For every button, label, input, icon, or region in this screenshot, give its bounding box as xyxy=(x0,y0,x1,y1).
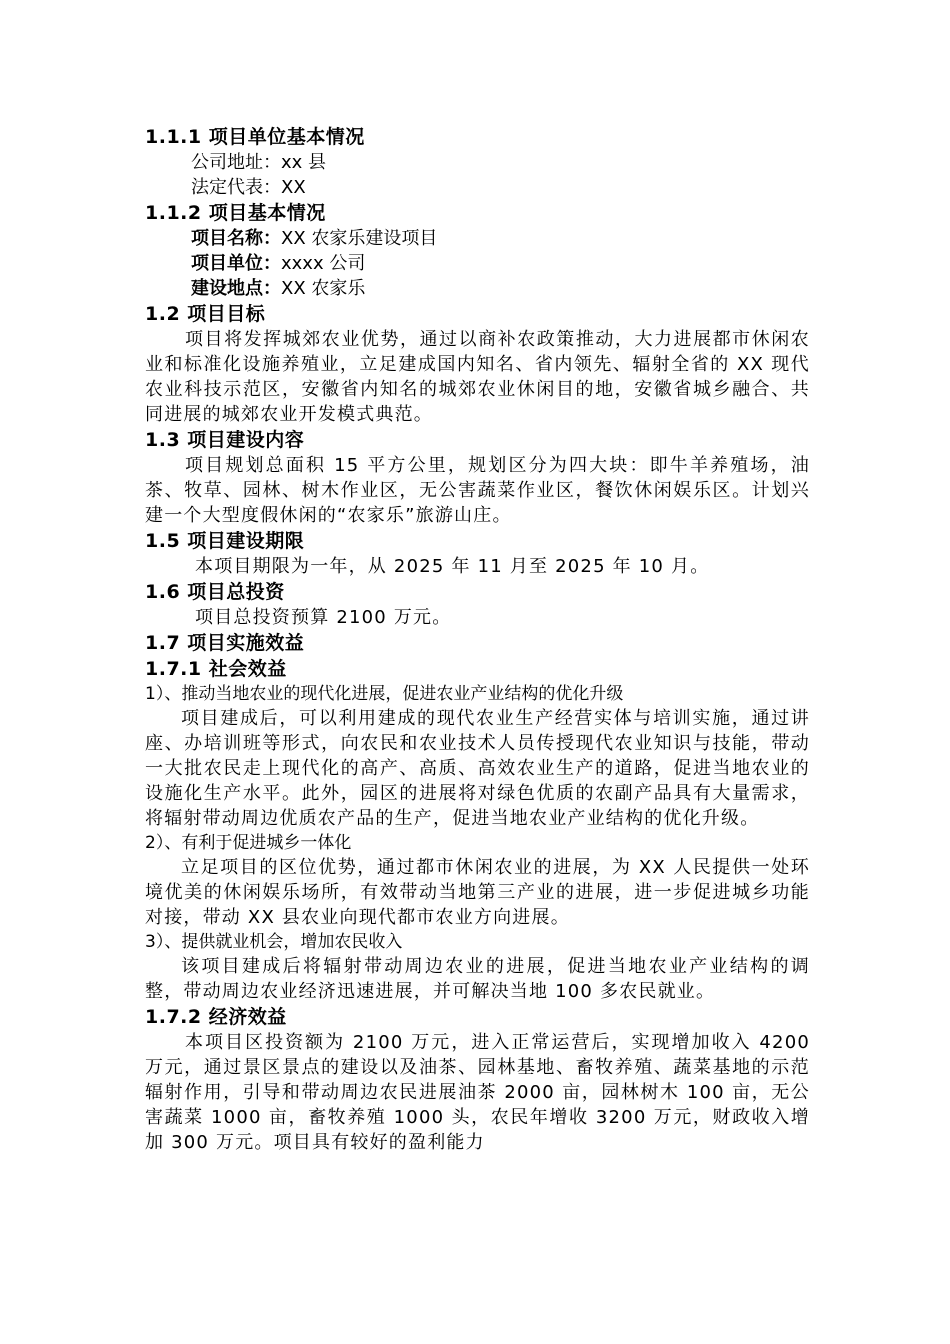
project-unit-value: xxxx 公司 xyxy=(281,253,366,274)
company-address: 公司地址：xx 县 xyxy=(191,152,327,173)
period-paragraph: 本项目期限为一年，从 2025 年 11 月至 2025 年 10 月。 xyxy=(195,556,710,577)
heading-1-1-1: 1.1.1 项目单位基本情况 xyxy=(145,126,365,148)
heading-1-1-2: 1.1.2 项目基本情况 xyxy=(145,202,326,224)
social-paragraph-1: 项目建成后，可以利用建成的现代农业生产经营实体与培训实施，通过讲座、办培训班等形式，向农民和农业技术人员传授现代农业知识与技能，带动一大批农民走上现代化的高产、高质、高效农业生产的道路，促进当地农业的设施化生产水平。此外，园区的进展将对绿色优质的农副产品具有大量需求，将辐射带动周边优质农产品的生产，促进当地农业产业结构的优化升级。 xyxy=(145,708,810,829)
project-name-row xyxy=(145,226,810,251)
project-site-value: XX 农家乐 xyxy=(281,278,366,299)
social-item-1: 1）、推动当地农业的现代化进展，促进农业产业结构的优化升级 xyxy=(145,684,624,704)
heading-1-5: 1.5 项目建设期限 xyxy=(145,530,305,552)
heading-1-2: 1.2 项目目标 xyxy=(145,303,266,325)
document-page xyxy=(145,124,810,1155)
legal-representative: 法定代表：XX xyxy=(191,177,306,198)
heading-1-3: 1.3 项目建设内容 xyxy=(145,429,305,451)
social-item-3: 3）、提供就业机会，增加农民收入 xyxy=(145,932,403,952)
economic-paragraph: 本项目区投资额为 2100 万元，进入正常运营后，实现增加收入 4200 万元，通过景区景点的建设以及油茶、园林基地、畜牧养殖、蔬菜基地的示范辐射作用，引导和带动周边农民进展油茶 2000 亩，园林树木 100 亩，无公害蔬菜 1000 亩，畜牧养殖 1000 头，农民年增收 3200 万元，财政收入增加 300 万元。项目具有较好的盈利能力 xyxy=(145,1032,810,1153)
heading-1-7: 1.7 项目实施效益 xyxy=(145,632,305,654)
project-site-key: 建设地点： xyxy=(191,278,281,299)
content-paragraph: 项目规划总面积 15 平方公里，规划区分为四大块：即牛羊养殖场，油茶、牧草、园林、树木作业区，无公害蔬菜作业区，餐饮休闲娱乐区。计划兴建一个大型度假休闲的“农家乐”旅游山庄。 xyxy=(145,455,810,526)
heading-1-7-2: 1.7.2 经济效益 xyxy=(145,1006,287,1028)
goal-paragraph: 项目将发挥城郊农业优势，通过以商补农政策推动，大力进展都市休闲农业和标准化设施养殖业，立足建成国内知名、省内领先、辐射全省的 XX 现代农业科技示范区，安徽省内知名的城郊农业休闲目的地，安徽省城乡融合、共同进展的城郊农业开发模式典范。 xyxy=(145,329,810,425)
project-site-row xyxy=(145,276,810,301)
heading-1-7-1: 1.7.1 社会效益 xyxy=(145,658,287,680)
social-item-2: 2）、有利于促进城乡一体化 xyxy=(145,833,352,853)
social-paragraph-3: 该项目建成后将辐射带动周边农业的进展，促进当地农业产业结构的调整，带动周边农业经济迅速进展，并可解决当地 100 多农民就业。 xyxy=(145,956,810,1002)
project-unit-key: 项目单位： xyxy=(191,253,281,274)
heading-1-6: 1.6 项目总投资 xyxy=(145,581,285,603)
project-unit-row xyxy=(145,251,810,276)
project-name-value: XX 农家乐建设项目 xyxy=(281,228,438,249)
social-paragraph-2: 立足项目的区位优势，通过都市休闲农业的进展，为 XX 人民提供一处环境优美的休闲娱乐场所，有效带动当地第三产业的进展，进一步促进城乡功能对接，带动 XX 县农业向现代都市农业方向进展。 xyxy=(145,857,810,928)
investment-paragraph: 项目总投资预算 2100 万元。 xyxy=(195,607,452,628)
project-name-key: 项目名称： xyxy=(191,228,281,249)
